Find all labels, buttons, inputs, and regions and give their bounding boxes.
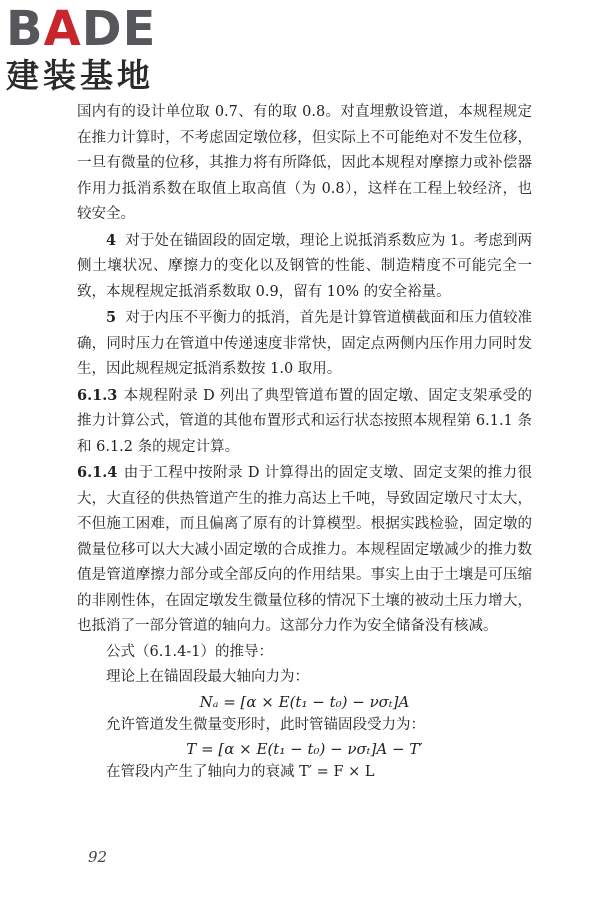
logo-letter-b: B bbox=[6, 1, 44, 57]
item-text: 对于处在锚固段的固定墩，理论上说抵消系数应为 1。考虑到两侧土壤状况、摩擦力的变化以及钢管的性能、制造精度不可能完全一致，本规程规定抵消系数取 0.9，留有 10% 的安全裕量。 bbox=[77, 232, 532, 300]
logo-wordmark bbox=[6, 1, 176, 57]
clause-text: 由于工程中按附录 D 计算得出的固定支墩、固定支架的推力很大，大直径的供热管道产生的推力高达上千吨，导致固定墩尺寸太大，不但施工困难，而且偏离了原有的计算模型。根据实践检验，固定墩的微量位移可以大大减小固定墩的合成推力。本规程固定墩减少的推力数值是管道摩擦力部分或全部反向的作用结果。事实上由于土壤是可压缩的非刚性体，在固定墩发生微量位移的情况下土壤的被动土压力增大，也抵消了一部分管道的轴向力。这部分力作为安全储备没有核减。 bbox=[77, 465, 532, 634]
attenuation-statement: 在管段内产生了轴向力的衰减 T′ = F × L bbox=[106, 764, 375, 780]
item-text: 对于内压不平衡力的抵消，首先是计算管道横截面和压力值较准确，同时压力在管道中传递速度非常快，固定点两侧内压作用力同时发生，因此规程规定抵消系数按 1.0 取用。 bbox=[77, 310, 533, 377]
formula-anchored-force: T = [α × E(t₁ − t₀) − νσₜ]A − T′ bbox=[186, 740, 423, 758]
clause-number: 6.1.4 bbox=[77, 464, 118, 481]
bade-logo bbox=[6, 1, 176, 96]
item-number: 5 bbox=[106, 309, 117, 326]
logo-letters-de: DE bbox=[81, 1, 157, 57]
clause-text: 本规程附录 D 列出了典型管道布置的固定墩、固定支架承受的推力计算公式，管道的其他布置形式和运行状态按照本规程第 6.1.1 条和 6.1.2 条的规定计算。 bbox=[77, 387, 532, 455]
item-number: 4 bbox=[106, 231, 117, 249]
logo-letter-a: A bbox=[43, 1, 82, 57]
document-body bbox=[77, 100, 532, 786]
formula-intro: 公式（6.1.4-1）的推导： bbox=[106, 643, 274, 660]
clause-number: 6.1.3 bbox=[77, 386, 118, 404]
page-number: 92 bbox=[88, 848, 108, 866]
theory-statement: 理论上在锚固段最大轴向力为： bbox=[106, 669, 309, 685]
paragraph-item-4 bbox=[77, 228, 532, 306]
paragraph-item-5 bbox=[77, 305, 532, 383]
allow-deformation-statement: 允许管道发生微量变形时，此时管锚固段受力为： bbox=[106, 716, 425, 733]
paragraph-continuation: 国内有的设计单位取 0.7、有的取 0.8。对直埋敷设管道，本规程规定在推力计算时，不考虑固定墩位移，但实际上不可能绝对不发生位移，一旦有微量的位移，其推力将有所降低，因此本规程对摩擦力或补偿器作用力抵消系数在取值上取高值（为 0.8），这样在工程上较经济，也较安全。 bbox=[77, 104, 532, 222]
clause-6-1-4 bbox=[77, 460, 532, 640]
clause-6-1-3 bbox=[77, 383, 532, 461]
formula-axial-force: Nₐ = [α × E(t₁ − t₀) − νσₜ]A bbox=[199, 692, 410, 711]
logo-subtitle: 建装基地 bbox=[6, 56, 154, 95]
